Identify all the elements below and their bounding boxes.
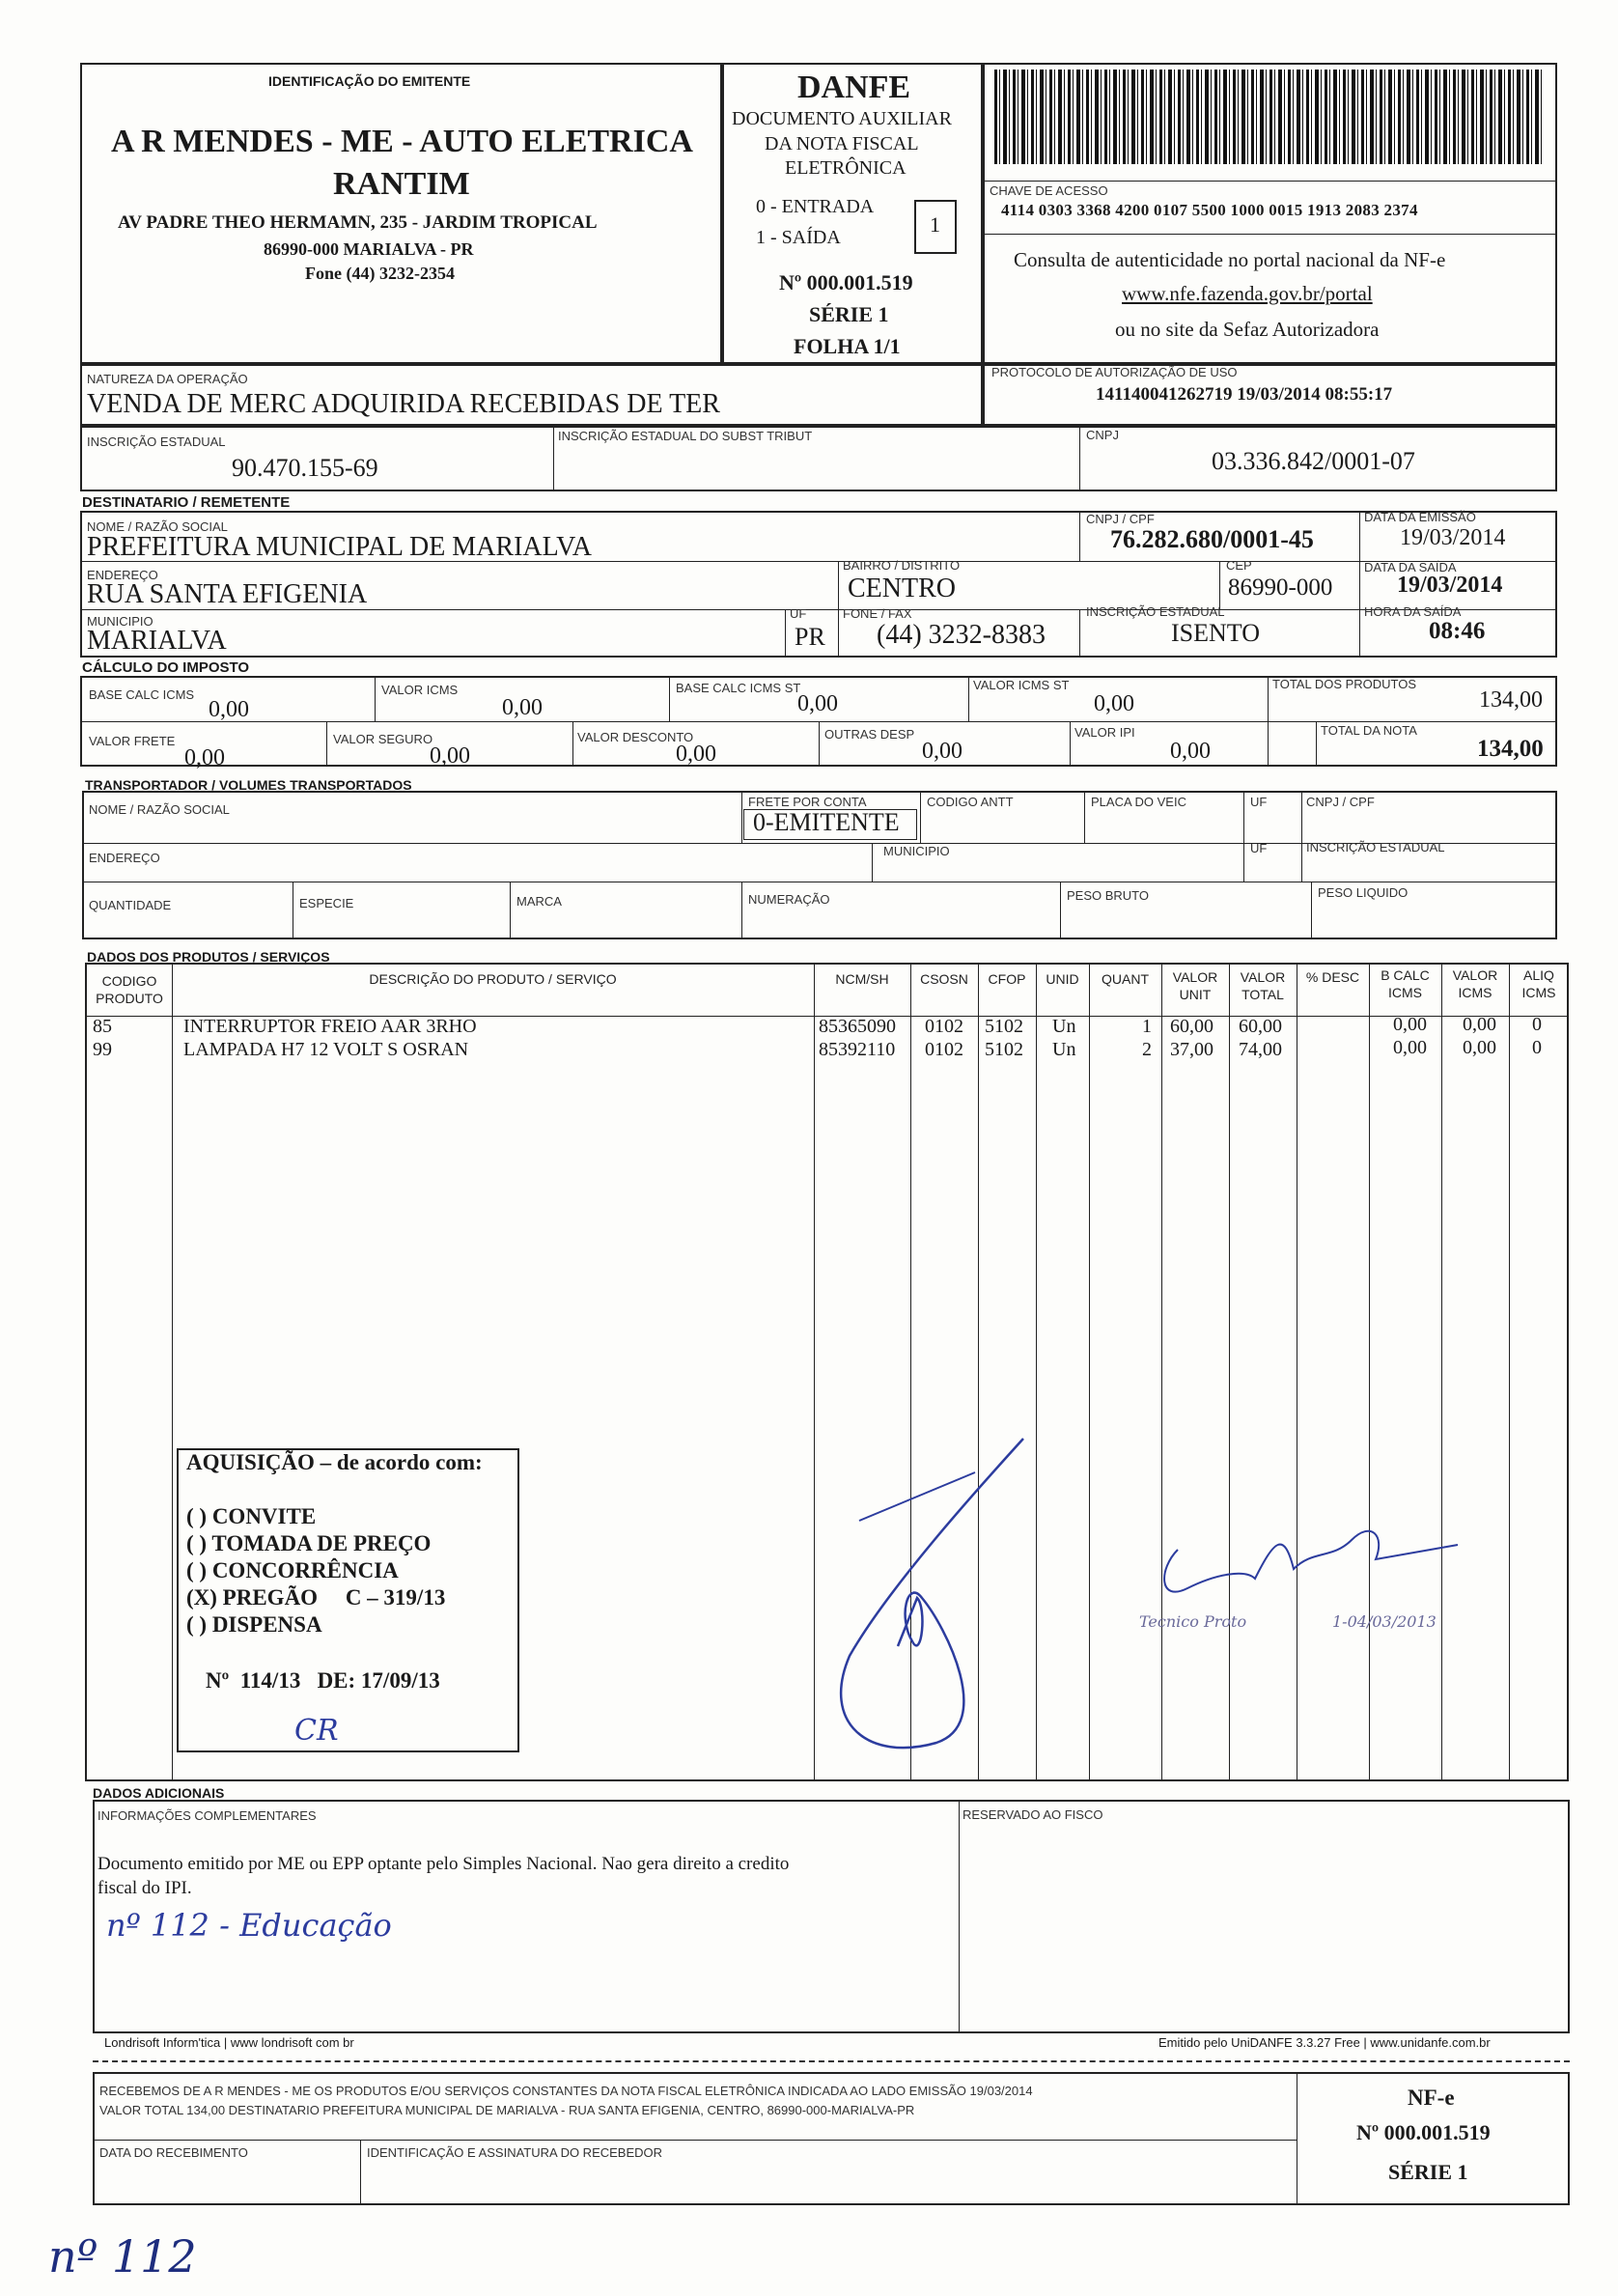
dest-ie: ISENTO: [1171, 619, 1260, 647]
produtos-section: DADOS DOS PRODUTOS / SERVIÇOS: [87, 949, 330, 965]
dest-fone: (44) 3232-8383: [877, 620, 1046, 650]
natureza-label: NATUREZA DA OPERAÇÃO: [87, 372, 248, 386]
transp-uf2-label: UF: [1250, 841, 1268, 855]
stamp-title: AQUISIÇÃO – de acordo com:: [186, 1450, 483, 1474]
col-desc: % DESC: [1305, 969, 1360, 985]
imposto-section: CÁLCULO DO IMPOSTO: [82, 659, 250, 676]
natureza-value: VENDA DE MERC ADQUIRIDA RECEBIDAS DE TER: [87, 389, 720, 419]
dest-endereco: RUA SANTA EFIGENIA: [87, 579, 368, 609]
info-text2: fiscal do IPI.: [98, 1878, 192, 1898]
row2-aliq: 0: [1532, 1037, 1542, 1058]
col-unid: UNID: [1046, 971, 1079, 987]
ie-value: 90.470.155-69: [232, 454, 378, 482]
dest-uf: PR: [795, 623, 825, 651]
dest-nome-label: NOME / RAZÃO SOCIAL: [87, 519, 228, 534]
ipi-label: VALOR IPI: [1074, 725, 1135, 740]
base-st: 0,00: [797, 691, 838, 716]
ie-label: INSCRIÇÃO ESTADUAL: [87, 434, 226, 449]
danfe-folha: FOLHA 1/1: [794, 334, 901, 358]
row2-cfop: 5102: [985, 1039, 1023, 1060]
canhoto-data-label: DATA DO RECEBIMENTO: [99, 2145, 248, 2160]
transp-nome-label: NOME / RAZÃO SOCIAL: [89, 802, 230, 817]
row2-ncm: 85392110: [819, 1039, 896, 1060]
danfe-title: DANFE: [797, 70, 911, 105]
transp-frete-box: [743, 809, 917, 840]
transp-especie-label: ESPECIE: [299, 896, 354, 910]
canhoto-assinatura-label: IDENTIFICAÇÃO E ASSINATURA DO RECEBEDOR: [367, 2145, 663, 2160]
transp-cnpj-label: CNPJ / CPF: [1306, 795, 1375, 809]
transp-frete-label: FRETE POR CONTA: [748, 795, 867, 809]
seguro-label: VALOR SEGURO: [333, 732, 433, 746]
protocolo-value: 141140041262719 19/03/2014 08:55:17: [1096, 384, 1393, 405]
danfe-saida: 1 - SAÍDA: [756, 227, 841, 248]
dest-cep: 86990-000: [1228, 574, 1333, 601]
protocolo-label: PROTOCOLO DE AUTORIZAÇÃO DE USO: [991, 365, 1238, 379]
desconto: 0,00: [676, 742, 716, 767]
fisco-label: RESERVADO AO FISCO: [962, 1807, 1103, 1822]
dest-bairro: CENTRO: [848, 574, 956, 603]
base-st-label: BASE CALC ICMS ST: [676, 681, 801, 695]
dest-fone-label: FONE / FAX: [843, 606, 912, 621]
ipi: 0,00: [1170, 739, 1211, 764]
canhoto-numero: Nº 000.001.519: [1356, 2120, 1491, 2144]
total-nota-label: TOTAL DA NOTA: [1321, 723, 1417, 738]
base-icms: 0,00: [209, 697, 249, 722]
col-aliq: ALIQ ICMS: [1521, 967, 1556, 1000]
dest-uf-label: UF: [790, 606, 807, 621]
row1-vunit: 60,00: [1170, 1016, 1214, 1037]
row1-quant: 1: [1142, 1016, 1152, 1037]
row2-vunit: 37,00: [1170, 1039, 1214, 1060]
total-nota: 134,00: [1477, 736, 1544, 762]
row1-vtotal: 60,00: [1239, 1016, 1282, 1037]
dest-saida-label: DATA DA SAÍDA: [1364, 560, 1457, 574]
canhoto-text2: VALOR TOTAL 134,00 DESTINATARIO PREFEITURA MUNICIPAL DE MARIALVA - RUA SANTA EFIGENIA, CENTRO, 86990-000-MARIALVA-PR: [99, 2103, 915, 2117]
footer-right: Emitido pelo UniDANFE 3.3.27 Free | www.unidanfe.com.br: [1158, 2035, 1491, 2050]
row1-aliq: 0: [1532, 1014, 1542, 1035]
stamp-dispensa: ( ) DISPENSA: [186, 1612, 322, 1637]
handwritten-note: nº 112 - Educação: [106, 1907, 392, 1944]
transp-frete: 0-EMITENTE: [753, 808, 900, 836]
row1-codigo: 85: [93, 1016, 112, 1037]
dest-municipio: MARIALVA: [87, 626, 227, 656]
col-vicms: VALOR ICMS: [1452, 967, 1498, 1000]
danfe-subtitle1: DOCUMENTO AUXILIAR: [732, 108, 952, 129]
signature-image: [830, 1434, 1525, 1781]
consulta-sefaz-text: ou no site da Sefaz Autorizadora: [1115, 318, 1380, 341]
emitente-name-line1: A R MENDES - ME - AUTO ELETRICA: [111, 124, 693, 159]
transp-qtd-label: QUANTIDADE: [89, 898, 172, 912]
stamp-convite: ( ) CONVITE: [186, 1504, 317, 1528]
dest-ie-label: INSCRIÇÃO ESTADUAL: [1086, 604, 1225, 619]
transportador-section: TRANSPORTADOR / VOLUMES TRANSPORTADOS: [85, 777, 412, 793]
dest-hora-label: HORA DA SAÍDA: [1364, 604, 1462, 619]
dest-cnpj: 76.282.680/0001-45: [1110, 525, 1314, 553]
cnpj-value: 03.336.842/0001-07: [1212, 447, 1415, 475]
transp-antt-label: CODIGO ANTT: [927, 795, 1014, 809]
dest-hora: 08:46: [1429, 618, 1486, 644]
col-ncm: NCM/SH: [835, 971, 889, 987]
row1-cfop: 5102: [985, 1016, 1023, 1037]
col-vtotal: VALOR TOTAL: [1240, 969, 1286, 1002]
emitente-name-line2: RANTIM: [333, 166, 470, 202]
col-cfop: CFOP: [988, 971, 1026, 987]
transp-ie-label: INSCRIÇÃO ESTADUAL: [1306, 840, 1445, 854]
row1-vicms: 0,00: [1463, 1014, 1496, 1035]
transp-municipio-label: MUNICIPIO: [883, 844, 950, 858]
barcode-image: [994, 70, 1545, 164]
col-vunit: VALOR UNIT: [1172, 969, 1218, 1002]
consulta-text: Consulta de autenticidade no portal nacional da NF-e: [1014, 248, 1446, 271]
row2-bcalc: 0,00: [1393, 1037, 1427, 1058]
dest-cep-label: CEP: [1226, 558, 1252, 573]
svg-text:Tecnico Proto: Tecnico Proto: [1139, 1612, 1247, 1631]
row2-vicms: 0,00: [1463, 1037, 1496, 1058]
danfe-tipo: 1: [930, 212, 940, 237]
canhoto-nfe: NF-e: [1408, 2086, 1455, 2110]
ie-subst-label: INSCRIÇÃO ESTADUAL DO SUBST TRIBUT: [558, 429, 813, 443]
transp-numeracao-label: NUMERAÇÃO: [748, 892, 830, 907]
row1-csosn: 0102: [925, 1016, 963, 1037]
transp-liquido-label: PESO LIQUIDO: [1318, 885, 1409, 900]
transp-bruto-label: PESO BRUTO: [1067, 888, 1150, 903]
row1-descricao: INTERRUPTOR FREIO AAR 3RHO: [183, 1016, 477, 1037]
portal-link[interactable]: www.nfe.fazenda.gov.br/portal: [1122, 282, 1373, 305]
adicionais-section: DADOS ADICIONAIS: [93, 1785, 225, 1801]
transp-marca-label: MARCA: [516, 894, 562, 909]
row2-vtotal: 74,00: [1239, 1039, 1282, 1060]
row2-codigo: 99: [93, 1039, 112, 1060]
valor-st-label: VALOR ICMS ST: [973, 678, 1070, 692]
danfe-numero: Nº 000.001.519: [779, 270, 913, 294]
cnpj-label: CNPJ: [1086, 428, 1119, 442]
emitente-phone: Fone (44) 3232-2354: [305, 264, 455, 283]
dest-emissao-label: DATA DA EMISSÃO: [1364, 510, 1476, 524]
danfe-entrada: 0 - ENTRADA: [756, 196, 875, 217]
total-prod-label: TOTAL DOS PRODUTOS: [1272, 677, 1417, 691]
desconto-label: VALOR DESCONTO: [577, 730, 694, 744]
row2-csosn: 0102: [925, 1039, 963, 1060]
row1-ncm: 85365090: [819, 1016, 896, 1037]
emitente-city: 86990-000 MARIALVA - PR: [264, 239, 474, 259]
info-text1: Documento emitido por ME ou EPP optante pelo Simples Nacional. Nao gera direito a credito: [98, 1854, 790, 1874]
outras-label: OUTRAS DESP: [824, 727, 915, 742]
dest-endereco-label: ENDEREÇO: [87, 568, 158, 582]
chave-label: CHAVE DE ACESSO: [990, 183, 1108, 198]
dest-bairro-label: BAIRRO / DISTRITO: [843, 558, 961, 573]
col-quant: QUANT: [1102, 971, 1149, 987]
valor-st: 0,00: [1094, 691, 1134, 716]
cut-line: [93, 2060, 1570, 2062]
emitente-section-label: IDENTIFICAÇÃO DO EMITENTE: [268, 73, 471, 89]
canhoto-serie: SÉRIE 1: [1388, 2160, 1468, 2184]
transp-endereco-label: ENDEREÇO: [89, 851, 160, 865]
bottom-handwritten: nº 112: [48, 2230, 197, 2282]
total-prod: 134,00: [1479, 687, 1543, 713]
footer-left: Londrisoft Inform'tica | www londrisoft com br: [104, 2035, 354, 2050]
row1-bcalc: 0,00: [1393, 1014, 1427, 1035]
svg-text:1-04/03/2013: 1-04/03/2013: [1332, 1612, 1437, 1631]
col-codigo: CODIGO PRODUTO: [96, 973, 163, 1006]
stamp-rubrica: CR: [294, 1714, 339, 1748]
stamp-concorrencia: ( ) CONCORRÊNCIA: [186, 1558, 399, 1582]
dest-emissao: 19/03/2014: [1400, 525, 1506, 550]
row1-unid: Un: [1052, 1016, 1076, 1037]
danfe-subtitle3: ELETRÔNICA: [785, 157, 907, 179]
dest-cnpj-label: CNPJ / CPF: [1086, 512, 1155, 526]
col-descricao: DESCRIÇÃO DO PRODUTO / SERVIÇO: [369, 971, 617, 987]
transp-placa-label: PLACA DO VEIC: [1091, 795, 1186, 809]
destinatario-section: DESTINATARIO / REMETENTE: [82, 494, 291, 511]
transp-uf-label: UF: [1250, 795, 1268, 809]
base-icms-label: BASE CALC ICMS: [89, 687, 195, 702]
dest-nome: PREFEITURA MUNICIPAL DE MARIALVA: [87, 532, 593, 562]
frete: 0,00: [184, 745, 225, 770]
dest-saida: 19/03/2014: [1397, 573, 1503, 598]
row2-descricao: LAMPADA H7 12 VOLT S OSRAN: [183, 1039, 469, 1060]
emitente-address: AV PADRE THEO HERMAMN, 235 - JARDIM TROPICAL: [118, 212, 598, 233]
col-bcalc: B CALC ICMS: [1381, 967, 1430, 1000]
seguro: 0,00: [430, 743, 470, 769]
col-csosn: CSOSN: [920, 971, 968, 987]
dest-municipio-label: MUNICIPIO: [87, 614, 153, 629]
chave-value: 4114 0303 3368 4200 0107 5500 1000 0015 1913 2083 2374: [1001, 201, 1418, 219]
stamp-pregao: (X) PREGÃO C – 319/13: [186, 1585, 446, 1610]
outras: 0,00: [922, 739, 962, 764]
valor-icms-label: VALOR ICMS: [381, 683, 459, 697]
row2-quant: 2: [1142, 1039, 1152, 1060]
row2-unid: Un: [1052, 1039, 1076, 1060]
stamp-tomada: ( ) TOMADA DE PREÇO: [186, 1531, 432, 1555]
info-label: INFORMAÇÕES COMPLEMENTARES: [98, 1808, 317, 1823]
valor-icms: 0,00: [502, 695, 543, 720]
frete-label: VALOR FRETE: [89, 734, 176, 748]
stamp-numero: Nº 114/13 DE: 17/09/13: [206, 1668, 440, 1693]
danfe-subtitle2: DA NOTA FISCAL: [765, 133, 919, 154]
danfe-serie: SÉRIE 1: [809, 302, 889, 326]
canhoto-text1: RECEBEMOS DE A R MENDES - ME OS PRODUTOS E/OU SERVIÇOS CONSTANTES DA NOTA FISCAL ELETRÔNICA INDICADA AO LADO EMISSÃO 19/03/2014: [99, 2084, 1033, 2098]
